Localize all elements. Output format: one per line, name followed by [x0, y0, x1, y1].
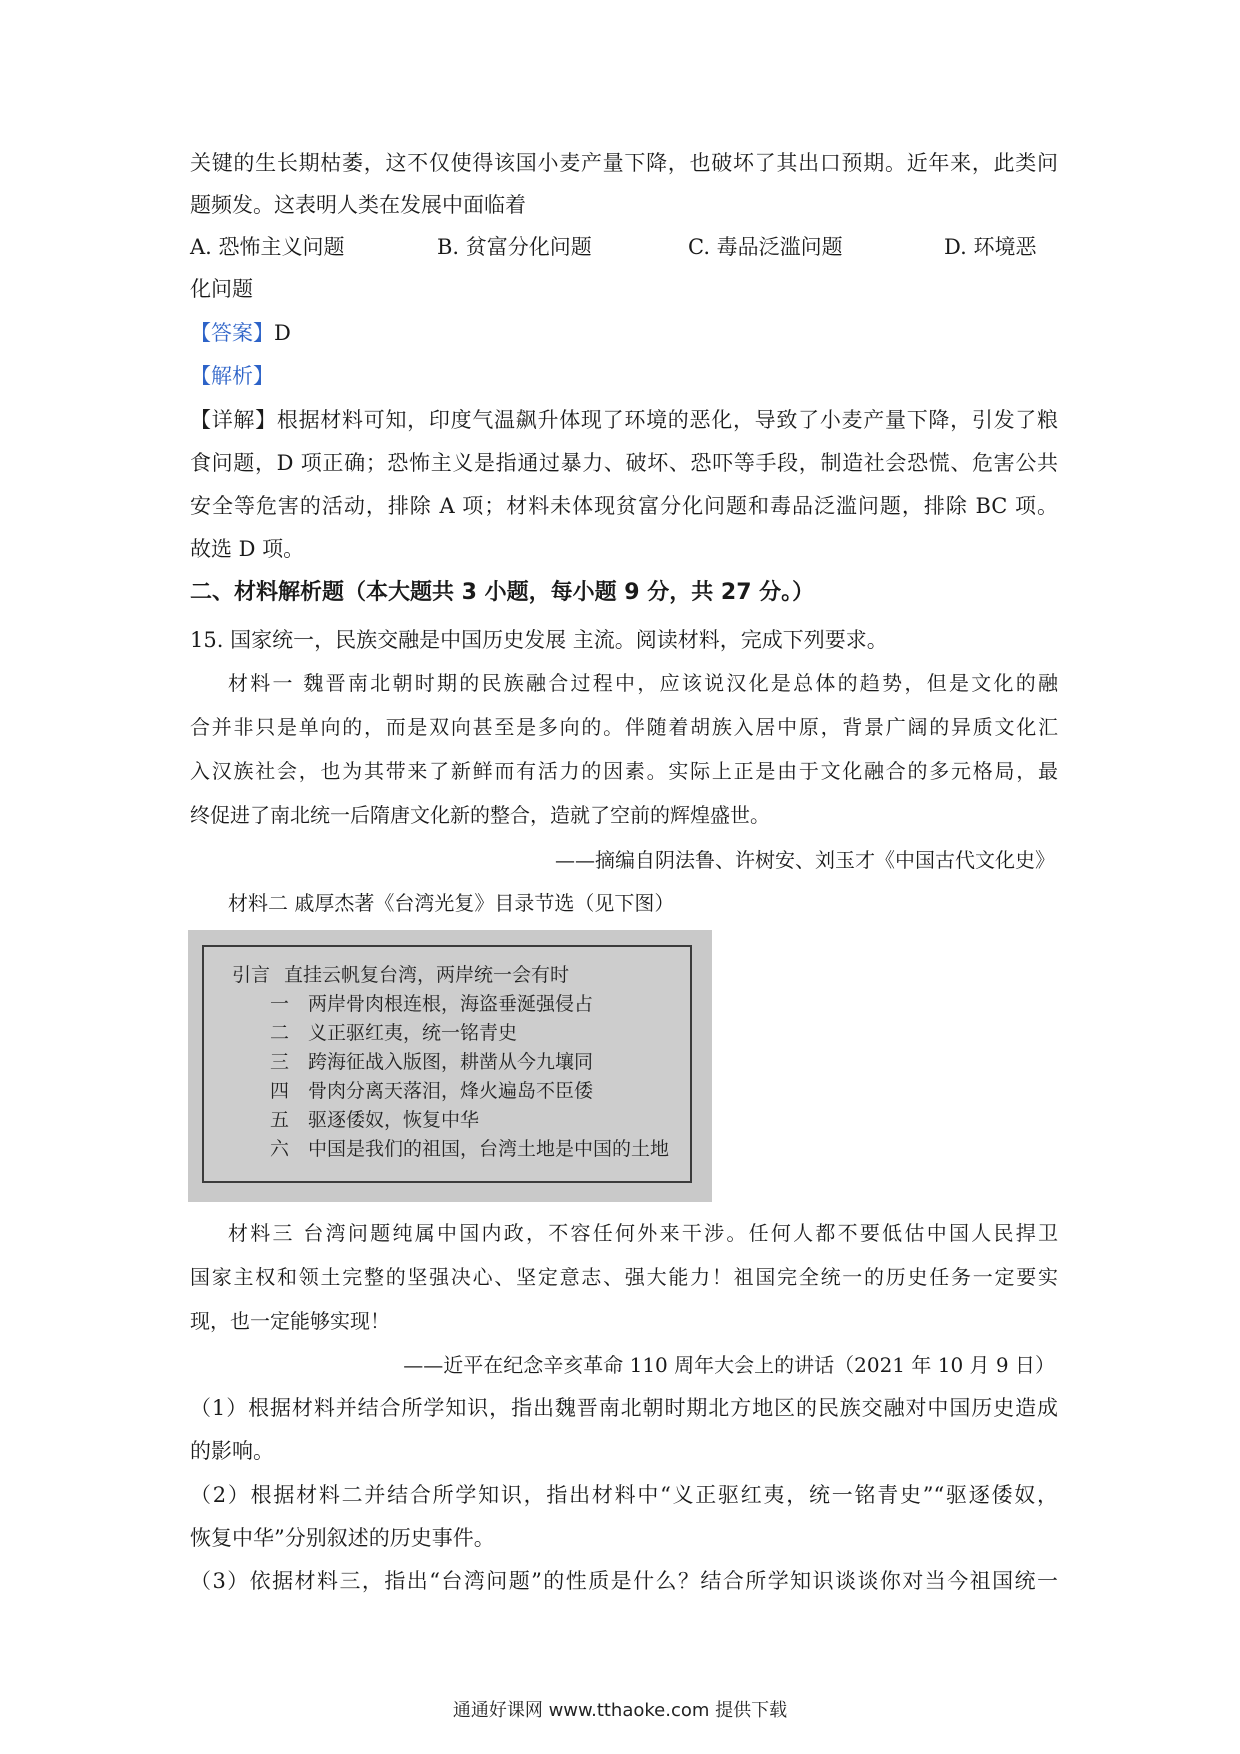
q15-sub2-line2: 恢复中华”分别叙述的历史事件。	[190, 1526, 495, 1550]
q14-option-b: B. 贫富分化问题	[437, 235, 592, 259]
toc-title: 中国是我们的祖国，台湾土地是中国的土地	[308, 1138, 670, 1160]
material3-source: ——近平在纪念辛亥革命 110 周年大会上的讲话（2021 年 10 月 9 日）	[403, 1353, 1055, 1377]
material3-line1: 材料三 台湾问题纯属中国内政，不容任何外来干涉。任何人都不要低估中国人民捍卫	[228, 1221, 1058, 1245]
q14-option-a: A. 恐怖主义问题	[190, 235, 345, 259]
material3-line3: 现，也一定能够实现！	[190, 1309, 390, 1333]
q14-option-c: C. 毒品泛滥问题	[688, 235, 843, 259]
material1-line3: 入汉族社会，也为其带来了新鲜而有活力的因素。实际上正是由于文化融合的多元格局，最	[190, 759, 1058, 783]
page-footer: 通通好课网 www.tthaoke.com 提供下载	[452, 1700, 788, 1721]
detail-label: 【详解】	[190, 408, 277, 432]
q14-detail-line3: 安全等危害的活动，排除 A 项；材料未体现贫富分化问题和毒品泛滥问题，排除 BC 项。	[190, 494, 1058, 518]
toc-num: 二	[270, 1022, 290, 1044]
q14-stem-line1: 关键的生长期枯萎，这不仅使得该国小麦产量下降，也破坏了其出口预期。近年来，此类问	[190, 151, 1058, 175]
material3-line2: 国家主权和领土完整的坚强决心、坚定意志、强大能力！祖国完全统一的历史任务一定要实	[190, 1265, 1058, 1289]
toc-num: 引言	[232, 964, 271, 986]
toc-row-5	[270, 1107, 479, 1133]
toc-title: 驱逐倭奴，恢复中华	[308, 1109, 480, 1131]
q14-answer	[190, 318, 291, 348]
toc-title: 两岸骨肉根连根，海盗垂涎强侵占	[308, 993, 594, 1015]
section2-heading: 二、材料解析题（本大题共 3 小题，每小题 9 分，共 27 分。）	[190, 580, 815, 605]
toc-row-2	[270, 1020, 517, 1046]
material2-intro: 材料二 戚厚杰著《台湾光复》目录节选（见下图）	[228, 891, 675, 915]
toc-photo	[188, 930, 712, 1202]
toc-title: 跨海征战入版图，耕凿从今九壤同	[308, 1051, 594, 1073]
q14-detail-line1	[190, 405, 1058, 435]
toc-row-3	[270, 1049, 593, 1075]
toc-title: 直挂云帆复台湾，两岸统一会有时	[284, 964, 570, 986]
toc-row-6	[270, 1136, 669, 1162]
toc-row-4	[270, 1078, 593, 1104]
toc-num: 五	[270, 1109, 290, 1131]
q14-option-d: D. 环境恶	[944, 235, 1037, 259]
toc-title: 义正驱红夷，统一铭青史	[308, 1022, 518, 1044]
q14-detail-line4: 故选 D 项。	[190, 537, 305, 561]
toc-row-intro	[232, 962, 569, 988]
toc-num: 三	[270, 1051, 290, 1073]
q15-sub1-line2: 的影响。	[190, 1439, 274, 1463]
toc-num: 一	[270, 993, 290, 1015]
q14-analysis-label: 【解析】	[190, 364, 274, 388]
material1-line1: 材料一 魏晋南北朝时期的民族融合过程中，应该说汉化是总体的趋势，但是文化的融	[228, 671, 1058, 695]
answer-label: 【答案】	[190, 321, 274, 345]
detail-text-1: 根据材料可知，印度气温飙升体现了环境的恶化，导致了小麦产量下降，引发了粮	[276, 408, 1058, 432]
q14-detail-line2: 食问题，D 项正确；恐怖主义是指通过暴力、破坏、恐吓等手段，制造社会恐慌、危害公共	[190, 451, 1058, 475]
toc-title: 骨肉分离天落泪，烽火遍岛不臣倭	[308, 1080, 594, 1102]
answer-value: D	[274, 321, 291, 345]
q15-sub1-line1: （1）根据材料并结合所学知识，指出魏晋南北朝时期北方地区的民族交融对中国历史造成	[190, 1396, 1058, 1420]
toc-num: 六	[270, 1138, 290, 1160]
toc-num: 四	[270, 1080, 290, 1102]
q15-sub3-line1: （3）依据材料三，指出“台湾问题”的性质是什么？结合所学知识谈谈你对当今祖国统一	[190, 1569, 1058, 1593]
q15-sub2-line1: （2）根据材料二并结合所学知识，指出材料中“义正驱红夷，统一铭青史”“驱逐倭奴，	[190, 1483, 1058, 1507]
q14-option-d-continued: 化问题	[190, 277, 253, 301]
material1-source: ——摘编自阴法鲁、许树安、刘玉才《中国古代文化史》	[555, 848, 1055, 872]
q15-stem: 15. 国家统一，民族交融是中国历史发展 主流。阅读材料，完成下列要求。	[190, 628, 888, 652]
material1-line2: 合并非只是单向的，而是双向甚至是多向的。伴随着胡族入居中原，背景广阔的异质文化汇	[190, 715, 1058, 739]
toc-row-1	[270, 991, 593, 1017]
q14-stem-line2: 题频发。这表明人类在发展中面临着	[190, 193, 526, 217]
material1-line4: 终促进了南北统一后隋唐文化新的整合，造就了空前的辉煌盛世。	[190, 803, 770, 827]
